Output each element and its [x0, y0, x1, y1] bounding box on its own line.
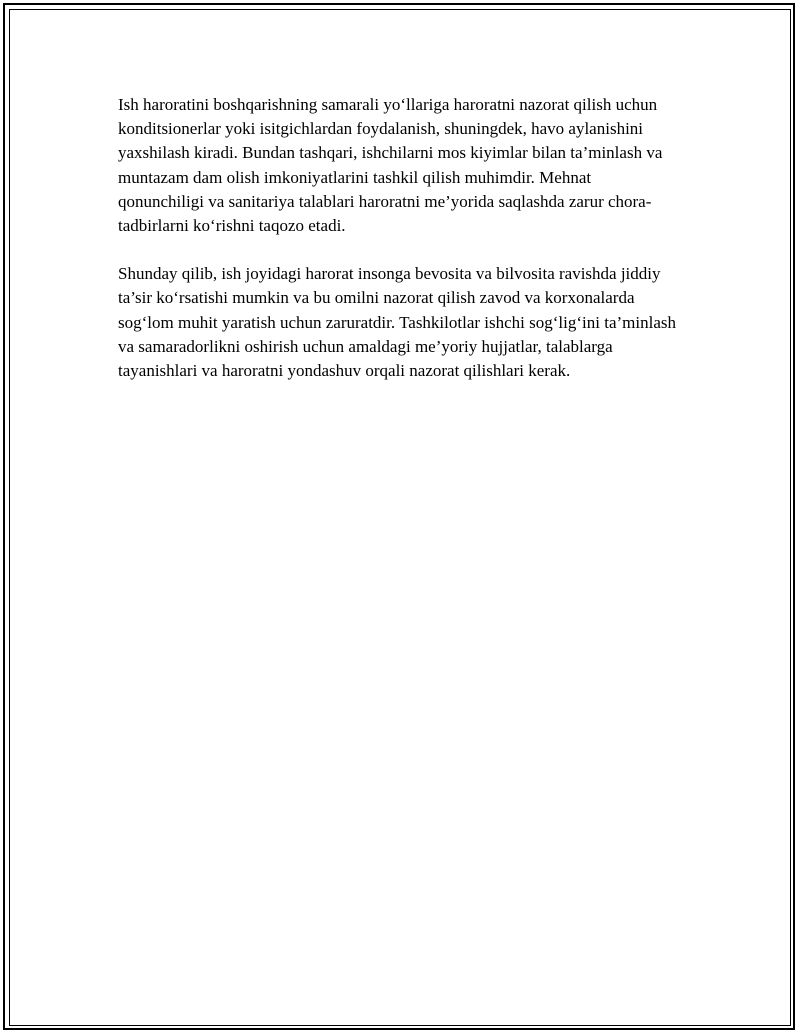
paragraph: Shunday qilib, ish joyidagi harorat insonga bevosita va bilvosita ravishda jiddiy ta’sir ko‘rsatishi mumkin va bu omilni nazorat qilish zavod va korxonalarda sog‘lom muhit yaratish uchun zaruratdir. Tashkilotlar ishchi sog‘lig‘ini ta’minlash va samaradorlikni oshirish uchun amaldagi me’yoriy hujjatlar, talablarga tayanishlari va haroratni yondashuv orqali nazorat qilishlari kerak.	[118, 264, 676, 381]
document-body	[118, 93, 678, 407]
paragraph: Ish haroratini boshqarishning samarali yo‘llariga haroratni nazorat qilish uchun konditsionerlar yoki isitgichlardan foydalanish, shuningdek, havo aylanishini yaxshilash kiradi. Bundan tashqari, ishchilarni mos kiyimlar bilan ta’minlash va muntazam dam olish imkoniyatlarini tashkil qilish muhimdir. Mehnat qonunchiligi va sanitariya talablari haroratni me’yorida saqlashda zarur chora-tadbirlarni ko‘rishni taqozo etadi.	[118, 95, 663, 236]
